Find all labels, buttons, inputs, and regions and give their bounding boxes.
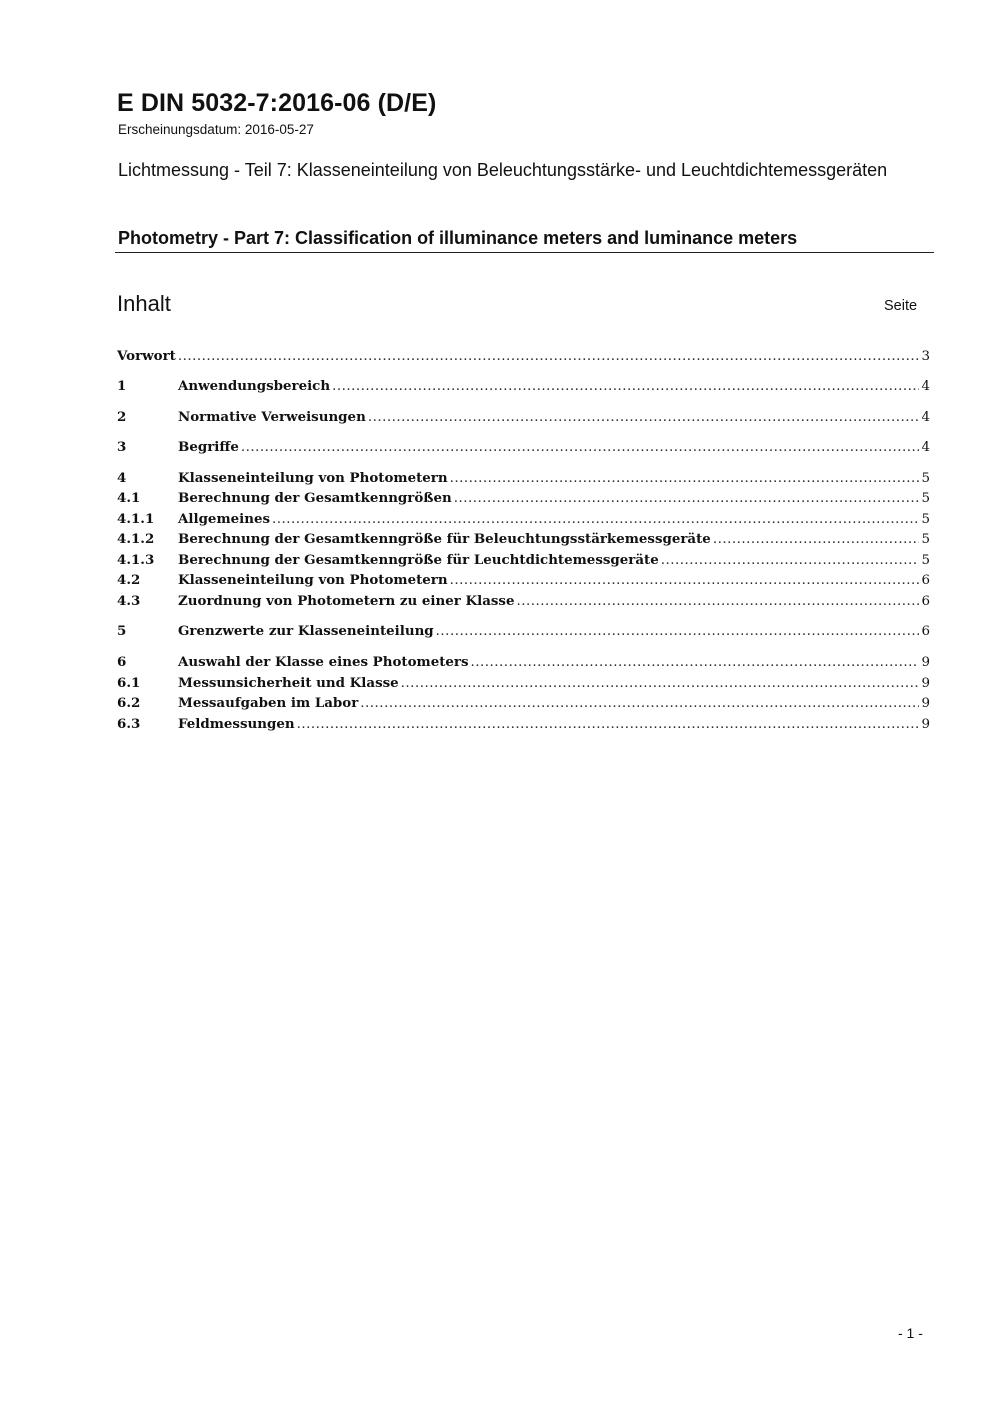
toc-entry-title: Begriffe (178, 439, 239, 455)
toc-entry-title: Auswahl der Klasse eines Photometers (178, 654, 469, 670)
toc-entry-page: 9 (921, 717, 930, 732)
toc-leader (272, 512, 919, 527)
toc-leader (713, 532, 920, 547)
toc-entry-number: 4.1.2 (117, 531, 155, 547)
toc-entry[interactable] (117, 716, 930, 736)
toc-entry[interactable] (117, 572, 930, 592)
toc-entry-title: Zuordnung von Photometern zu einer Klasse (178, 593, 515, 609)
toc-entry-number: 2 (117, 409, 127, 425)
toc-entry-page: 6 (921, 624, 930, 639)
toc-entry-title: Messunsicherheit und Klasse (178, 675, 399, 691)
toc-entry[interactable] (117, 593, 930, 613)
toc-leader (241, 440, 920, 455)
toc-entry[interactable] (117, 654, 930, 674)
toc-entry-number: 6.3 (117, 716, 141, 732)
toc-entry-number: 6.2 (117, 695, 141, 711)
toc-entry-number: 6 (117, 654, 127, 670)
toc-entry-page: 4 (921, 379, 930, 394)
toc-entry-title: Berechnung der Gesamtkenngröße für Beleuchtungsstärkemessgeräte (178, 531, 711, 547)
toc-entry-number: 3 (117, 439, 127, 455)
toc-entry-page: 3 (921, 349, 930, 364)
toc-entry-page: 6 (921, 594, 930, 609)
toc-leader (454, 491, 920, 506)
toc-page-label: Seite (884, 298, 918, 314)
toc-entry-title: Normative Verweisungen (178, 409, 366, 425)
toc-entry-page: 5 (921, 512, 930, 527)
toc-entry-title: Berechnung der Gesamtkenngrößen (178, 490, 452, 506)
toc-entry-page: 5 (921, 491, 930, 506)
toc-entry[interactable] (117, 490, 930, 510)
toc-entry[interactable] (117, 675, 930, 695)
toc-entry[interactable] (117, 531, 930, 551)
toc-entry-title: Grenzwerte zur Klasseneinteilung (178, 623, 434, 639)
title-german: Lichtmessung - Teil 7: Klasseneinteilung von Beleuchtungsstärke- und Leuchtdichtemessgeräten (118, 160, 888, 180)
toc-leader (436, 624, 920, 639)
title-english: Photometry - Part 7: Classification of illuminance meters and luminance meters (118, 228, 798, 248)
toc-entry-title: Anwendungsbereich (178, 378, 331, 394)
toc-leader (297, 717, 920, 732)
toc-leader (471, 655, 920, 670)
document-id: E DIN 5032-7:2016-06 (D/E) (117, 89, 437, 117)
toc-entry-title: Feldmessungen (178, 716, 295, 732)
toc-leader (178, 349, 920, 364)
toc-entry-page: 4 (921, 410, 930, 425)
toc-entry-title: Klasseneinteilung von Photometern (178, 470, 448, 486)
issue-date: Erscheinungsdatum: 2016-05-27 (118, 122, 314, 137)
toc-entry-number: 4.2 (117, 572, 141, 588)
toc-entry-page: 9 (921, 676, 930, 691)
toc-entry-number: 4.1.3 (117, 552, 155, 568)
toc-entry[interactable] (117, 470, 930, 490)
toc-entry[interactable] (117, 439, 930, 459)
toc-leader (368, 410, 920, 425)
toc-entry-number: 4.1 (117, 490, 141, 506)
toc-entry[interactable] (117, 348, 930, 368)
toc-leader (661, 553, 920, 568)
toc-entry-page: 9 (921, 655, 930, 670)
toc-leader (450, 471, 920, 486)
toc-entry[interactable] (117, 378, 930, 398)
toc-entry-title: Vorwort (117, 348, 176, 364)
toc-entry-page: 5 (921, 471, 930, 486)
toc-entry-number: 4.1.1 (117, 511, 155, 527)
toc-entry-title: Berechnung der Gesamtkenngröße für Leuchtdichtemessgeräte (178, 552, 659, 568)
toc-entry-number: 1 (117, 378, 127, 394)
toc-heading: Inhalt (117, 291, 171, 316)
toc-entry[interactable] (117, 695, 930, 715)
toc-entry-page: 4 (921, 440, 930, 455)
toc-entry[interactable] (117, 511, 930, 531)
toc-entry-number: 6.1 (117, 675, 141, 691)
toc-entry[interactable] (117, 623, 930, 643)
toc-entry-page: 5 (921, 553, 930, 568)
toc-entry-page: 9 (921, 696, 930, 711)
title-divider (115, 252, 934, 253)
toc-leader (401, 676, 920, 691)
toc-entry[interactable] (117, 552, 930, 572)
toc-leader (360, 696, 919, 711)
toc-entry-title: Allgemeines (178, 511, 271, 527)
toc-entry-number: 4.3 (117, 593, 141, 609)
toc-leader (332, 379, 919, 394)
toc-entry-title: Messaufgaben im Labor (178, 695, 359, 711)
toc-entry-page: 5 (921, 532, 930, 547)
toc-entry-number: 4 (117, 470, 127, 486)
toc-entry-title: Klasseneinteilung von Photometern (178, 572, 448, 588)
page-number: - 1 - (898, 1325, 923, 1341)
toc-leader (516, 594, 919, 609)
toc-leader (450, 573, 920, 588)
toc-entry-number: 5 (117, 623, 127, 639)
toc-entry-page: 6 (921, 573, 930, 588)
toc-entry[interactable] (117, 409, 930, 429)
